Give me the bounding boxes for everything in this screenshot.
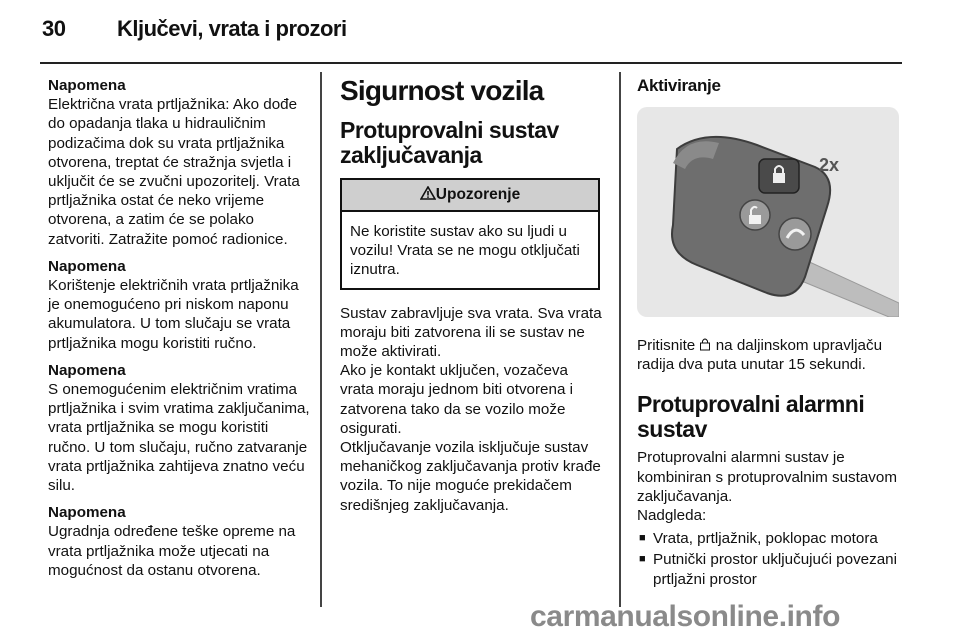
right-column-text bbox=[637, 336, 909, 591]
middle-column bbox=[340, 76, 604, 515]
car-key-remote-icon bbox=[637, 107, 899, 317]
watermark: carmanualsonline.info bbox=[530, 600, 840, 633]
alarm-description: Protuprovalni alarmni sustav je kombiniran s protuprovalnim sustavom zaključavanja. bbox=[637, 449, 897, 505]
note-title: Napomena bbox=[48, 77, 126, 94]
note-text: Električna vrata prtljažnika: Ako dođe do opadanja tlaka u hidrauličnim podizačima dok su vrata prtljažnika otvorena, treptat će stražnja svjetla i uključit će se zvučni upozoritelj. Vrata prtljažnika ostat će neko vrijeme otvorena, a zatim će se polako zatvoriti. Zatražite pomoć radionice. bbox=[48, 96, 300, 248]
monitored-list bbox=[637, 529, 909, 589]
activation-heading: Aktiviranje bbox=[637, 76, 721, 95]
list-item-text: Putnički prostor uključujući povezani prtljažni prostor bbox=[653, 551, 897, 588]
warning-text: Ne koristite sustav ako su ljudi u vozilu! Vrata se ne mogu otključati iznutra. bbox=[350, 223, 580, 279]
column-divider-left bbox=[320, 72, 322, 607]
note-title: Napomena bbox=[48, 257, 126, 275]
note-title: Napomena bbox=[48, 504, 126, 522]
note-block bbox=[48, 503, 310, 580]
instruction-text: Pritisnite bbox=[637, 337, 696, 354]
page-header-title: Ključevi, vrata i prozori bbox=[117, 16, 347, 41]
list-item-text: Vrata, prtljažnik, poklopac motora bbox=[653, 530, 878, 548]
lock-icon bbox=[699, 337, 711, 351]
warning-triangle-icon bbox=[420, 186, 436, 200]
section-subheading: Protuprovalni sustav zaključavanja bbox=[340, 117, 559, 168]
bullet-square-icon: ■ bbox=[639, 532, 646, 545]
note-text: S onemogućenim električnim vratima prtljažnika i svim vratima zaključanima, vrata prtljažnika se mogu koristiti ručno. U tom slučaju, ručno zatvaranje vrata prtljažnika zahtijeva znatno veću silu. bbox=[48, 381, 310, 495]
page-number: 30 bbox=[42, 16, 66, 41]
monitors-label: Nadgleda: bbox=[637, 507, 707, 525]
key-remote-illustration bbox=[637, 107, 899, 317]
bullet-square-icon: ■ bbox=[639, 553, 646, 566]
instruction-text: na daljinskom upravljaču radija dva puta unutar 15 sekundi. bbox=[637, 337, 883, 374]
warning-header bbox=[342, 180, 598, 212]
section-heading: Sigurnost vozila bbox=[340, 75, 544, 106]
paragraph: Ako je kontakt uključen, vozačeva vrata moraju jednom biti otvorena i zatvorena tako da se vozilo može osigurati. bbox=[340, 362, 573, 437]
right-column bbox=[637, 76, 905, 95]
left-column bbox=[48, 76, 310, 588]
paragraph: Sustav zabravljuje sva vrata. Sva vrata moraju biti zatvorena ili se sustav ne može aktivirati. bbox=[340, 304, 602, 361]
alarm-heading: Protuprovalni alarmni sustav bbox=[637, 391, 865, 443]
note-block bbox=[48, 76, 310, 249]
list-item bbox=[637, 550, 909, 588]
column-divider-right bbox=[619, 72, 621, 607]
note-title: Napomena bbox=[48, 361, 126, 379]
note-block bbox=[48, 361, 310, 495]
warning-title: Upozorenje bbox=[435, 186, 521, 203]
header-divider bbox=[40, 62, 902, 64]
warning-box bbox=[340, 178, 600, 290]
activation-instruction bbox=[637, 336, 909, 374]
note-text: Ugradnja određene teške opreme na vrata prtljažnika može utjecati na mogućnost da ostanu otvorena. bbox=[48, 523, 296, 579]
press-count-label: 2x bbox=[819, 155, 840, 175]
list-item bbox=[637, 529, 909, 548]
note-text: Korištenje električnih vrata prtljažnika je onemogućeno pri niskom naponu akumulatora. U tom slučaju se vrata prtljažnika mogu koristiti ručno. bbox=[48, 277, 299, 352]
note-block bbox=[48, 257, 310, 353]
paragraph: Otključavanje vozila isključuje sustav mehaničkog zaključavanja protiv krađe vozila. To nije moguće prekidačem središnjeg zaključavanja. bbox=[340, 439, 601, 514]
